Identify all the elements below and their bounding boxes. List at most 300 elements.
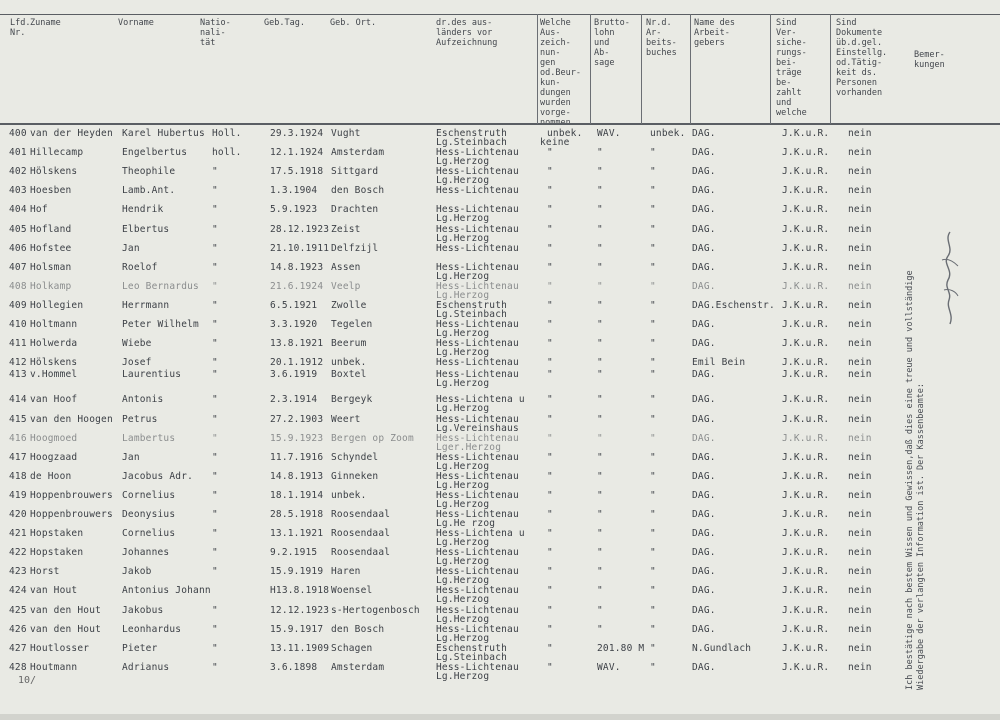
work-book-no: " (650, 566, 656, 578)
row-number: 422 (9, 547, 27, 559)
employer: DAG. (692, 451, 716, 463)
gross-wage: " (597, 394, 603, 406)
first-name: Antonius Johann (122, 585, 211, 597)
registrations: " (547, 489, 553, 501)
work-book-no: " (650, 547, 656, 559)
camp-name: Lg.Herzog (436, 403, 490, 415)
camp-name: Lger.Herzog (436, 441, 502, 453)
first-name: Wiebe (122, 338, 152, 350)
employer: DAG. (692, 280, 716, 292)
first-name: Lambertus (122, 432, 176, 444)
employer: DAG. (692, 147, 716, 159)
first-name: Antonis (122, 394, 164, 406)
birth-date: 1.3.1904 (270, 185, 318, 197)
registrations: " (547, 338, 553, 350)
birth-place: Veelp (331, 280, 361, 292)
surname: Holtmann (30, 319, 78, 330)
registrations: " (547, 566, 553, 578)
insurance: J.K.u.R. (782, 642, 830, 654)
camp-location: Hess-Lichtena u (436, 394, 525, 406)
birth-place: Bergen op Zoom (331, 432, 414, 444)
row-number: 401 (9, 147, 27, 159)
first-name: Jakobus (122, 604, 164, 616)
camp-name: Lg.Herzog (436, 613, 490, 625)
employer: DAG. (692, 413, 716, 425)
header-dokumente: Sind Dokumente üb.d.gel. Einstellg. od.Tätig- keit ds. Personen vorhanden (836, 18, 888, 98)
birth-place: den Bosch (331, 185, 385, 197)
employer: DAG. (692, 242, 716, 254)
birth-date: 5.9.1923 (270, 204, 318, 216)
documents: nein (848, 642, 872, 654)
registrations: " (547, 451, 553, 463)
gross-wage: WAV. (597, 128, 621, 139)
camp-name: Lg.Herzog (436, 378, 490, 390)
surname: van Hout (30, 585, 78, 597)
camp-location: Hess-Lichtenau (436, 261, 519, 273)
work-book-no: " (650, 623, 656, 635)
employer: DAG. (692, 319, 716, 330)
registrations: " (547, 623, 553, 635)
insurance: J.K.u.R. (782, 299, 830, 311)
birth-place: Schyndel (331, 451, 379, 463)
first-name: Jan (122, 242, 140, 254)
birth-place: Sittgard (331, 166, 379, 178)
camp-location: Hess-Lichtenau (436, 319, 519, 330)
birth-place: Haren (331, 566, 361, 578)
birth-date: 3.6.1919 (270, 369, 318, 381)
row-number: 402 (9, 166, 27, 178)
employer: Emil Bein (692, 357, 746, 369)
row-number: 425 (9, 604, 27, 616)
birth-place: Roosendaal (331, 547, 391, 559)
header-vorname: Vorname (118, 18, 154, 28)
birth-date: 3.6.1898 (270, 661, 318, 673)
work-book-no: " (650, 280, 656, 292)
work-book-no: " (650, 470, 656, 482)
employer: DAG.Eschenstr. (692, 299, 775, 311)
insurance: J.K.u.R. (782, 489, 830, 501)
camp-name: Lg.Herzog (436, 270, 490, 282)
camp-location: Eschenstruth (436, 642, 508, 654)
gross-wage: " (597, 223, 603, 235)
documents: nein (848, 528, 872, 540)
header-auszeichnungen: Welche Aus- zeich- nun- gen od.Beur- kun- dungen wurden vorge- (540, 18, 581, 118)
camp-name: Lg.Herzog (436, 537, 490, 549)
camp-location: Hess-Lichtenau (436, 451, 519, 463)
gross-wage: " (597, 509, 603, 520)
first-name: Jacobus Adr. (122, 470, 194, 482)
nationality: " (212, 338, 218, 350)
registrations: " (547, 604, 553, 616)
camp-name: Lg.Herzog (436, 479, 490, 491)
birth-place: Amsterdam (331, 661, 385, 673)
camp-location: Hess-Lichtena u (436, 528, 525, 540)
surname: Holwerda (30, 338, 78, 350)
camp-name: Lg.Herzog (436, 460, 490, 472)
work-book-no: " (650, 357, 656, 369)
birth-date: 20.1.1912 (270, 357, 324, 369)
birth-place: Assen (331, 261, 361, 273)
header-nationalitaet: Natio- nali- tät (200, 18, 231, 48)
documents: nein (848, 394, 872, 406)
work-book-no: " (650, 147, 656, 159)
first-name: Leo Bernardus (122, 280, 199, 292)
work-book-no: " (650, 338, 656, 350)
documents: nein (848, 566, 872, 578)
insurance: J.K.u.R. (782, 528, 830, 540)
work-book-no: " (650, 369, 656, 381)
documents: nein (848, 509, 872, 520)
nationality: " (212, 470, 218, 482)
insurance: J.K.u.R. (782, 509, 830, 520)
work-book-no: " (650, 204, 656, 216)
employer: DAG. (692, 166, 716, 178)
surname: Hopstaken (30, 547, 84, 559)
birth-place: Boxtel (331, 369, 367, 381)
row-number: 411 (9, 338, 27, 350)
employer: DAG. (692, 661, 716, 673)
surname: Hoogmoed (30, 432, 78, 444)
birth-date: 9.2.1915 (270, 547, 318, 559)
surname: van den Hout (30, 604, 102, 616)
work-book-no: " (650, 223, 656, 235)
camp-location: Hess-Lichtenau (436, 585, 519, 597)
gross-wage: " (597, 185, 603, 197)
registrations: " (547, 642, 553, 654)
birth-place: Beerum (331, 338, 367, 350)
gross-wage: " (597, 242, 603, 254)
row-number: 410 (9, 319, 27, 330)
nationality: " (212, 369, 218, 381)
birth-place: Amsterdam (331, 147, 385, 159)
surname: Holkamp (30, 280, 72, 292)
row-number: 400 (9, 128, 27, 139)
registrations: " (547, 547, 553, 559)
birth-date: 29.3.1924 (270, 128, 324, 139)
camp-name: Lg.Steinbach (436, 651, 508, 663)
documents: nein (848, 338, 872, 350)
work-book-no: " (650, 432, 656, 444)
registrations: " (547, 319, 553, 330)
work-book-no: " (650, 642, 656, 654)
camp-name: Lg.Herzog (436, 289, 490, 301)
camp-name: Lg.He rzog (436, 518, 496, 529)
nationality: " (212, 547, 218, 559)
first-name: Karel Hubertus (122, 128, 205, 139)
documents: nein (848, 128, 872, 139)
insurance: J.K.u.R. (782, 661, 830, 673)
row-number: 409 (9, 299, 27, 311)
employer: DAG. (692, 566, 716, 578)
birth-date: 21.10.1911 (270, 242, 330, 254)
registrations: " (547, 280, 553, 292)
nationality: " (212, 528, 218, 540)
surname: Hölskens (30, 166, 78, 178)
row-number: 428 (9, 661, 27, 673)
row-number: 419 (9, 489, 27, 501)
documents: nein (848, 223, 872, 235)
camp-name: Lg.Herzog (436, 213, 490, 225)
registrations: " (547, 147, 553, 159)
birth-date: 15.9.1917 (270, 623, 324, 635)
surname: Hoogzaad (30, 451, 78, 463)
employer: DAG. (692, 261, 716, 273)
row-number: 405 (9, 223, 27, 235)
first-name: Peter Wilhelm (122, 319, 199, 330)
birth-place: Woensel (331, 585, 373, 597)
documents: nein (848, 299, 872, 311)
surname: Hoppenbrouwers (30, 489, 113, 501)
insurance: J.K.u.R. (782, 242, 830, 254)
gross-wage: " (597, 299, 603, 311)
nationality: " (212, 432, 218, 444)
registrations: " (547, 242, 553, 254)
registrations: " (547, 369, 553, 381)
gross-wage: " (597, 470, 603, 482)
registrations: " (547, 528, 553, 540)
registrations: " (547, 585, 553, 597)
column-divider (770, 14, 771, 124)
first-name: Lamb.Ant. (122, 185, 176, 197)
header-versicherung: Sind Ver- siche- rungs- bei- träge be- zahlt und welche (776, 18, 807, 118)
nationality: " (212, 451, 218, 463)
work-book-no: " (650, 661, 656, 673)
camp-location: Hess-Lichtenau (436, 661, 519, 673)
documents: nein (848, 470, 872, 482)
row-number: 415 (9, 413, 27, 425)
camp-name: Lg.Herzog (436, 556, 490, 568)
nationality: " (212, 394, 218, 406)
first-name: Hendrik (122, 204, 164, 216)
gross-wage: " (597, 566, 603, 578)
nationality: " (212, 242, 218, 254)
row-number: 416 (9, 432, 27, 444)
header-rule (0, 123, 1000, 125)
surname: van den Hoogen (30, 413, 113, 425)
column-divider (641, 14, 642, 124)
row-number: 404 (9, 204, 27, 216)
gross-wage: " (597, 604, 603, 616)
insurance: J.K.u.R. (782, 547, 830, 559)
first-name: Pieter (122, 642, 158, 654)
documents: nein (848, 242, 872, 254)
insurance: J.K.u.R. (782, 280, 830, 292)
nationality: " (212, 509, 218, 520)
birth-date: 15.9.1923 (270, 432, 324, 444)
documents: nein (848, 585, 872, 597)
insurance: J.K.u.R. (782, 470, 830, 482)
registrations: " (547, 394, 553, 406)
camp-location: Hess-Lichtenau (436, 623, 519, 635)
nationality: " (212, 166, 218, 178)
gross-wage: " (597, 166, 603, 178)
header-bemerkungen: Bemer- kungen (914, 50, 945, 70)
documents: nein (848, 319, 872, 330)
surname: de Hoon (30, 470, 72, 482)
header-zuname: Zuname (30, 18, 61, 28)
work-book-no: " (650, 299, 656, 311)
nationality: " (212, 319, 218, 330)
insurance: J.K.u.R. (782, 338, 830, 350)
registrations: " (547, 166, 553, 178)
nationality: " (212, 566, 218, 578)
row-number: 417 (9, 451, 27, 463)
work-book-no: " (650, 509, 656, 520)
insurance: J.K.u.R. (782, 185, 830, 197)
row-number: 413 (9, 369, 27, 381)
surname: v.Hommel (30, 369, 78, 381)
gross-wage: " (597, 369, 603, 381)
row-number: 406 (9, 242, 27, 254)
insurance: J.K.u.R. (782, 261, 830, 273)
top-rule (0, 14, 1000, 15)
header-aufzeichnung: dr.des aus- länders vor Aufzeichnung (436, 18, 498, 48)
first-name: Theophile (122, 166, 176, 178)
gross-wage: " (597, 261, 603, 273)
registrations: " (547, 470, 553, 482)
camp-location: Hess-Lichtenau (436, 185, 519, 197)
column-divider (690, 14, 691, 124)
employer: DAG. (692, 223, 716, 235)
nationality: " (212, 642, 218, 654)
row-number: 421 (9, 528, 27, 540)
column-divider (537, 14, 538, 124)
row-number: 420 (9, 509, 27, 520)
birth-date: 6.5.1921 (270, 299, 318, 311)
camp-location: Hess-Lichtenau (436, 509, 519, 520)
documents: nein (848, 604, 872, 616)
birth-place: Schagen (331, 642, 373, 654)
surname: Hoesben (30, 185, 72, 197)
camp-location: Hess-Lichtenau (436, 432, 519, 444)
header-lfd: Lfd. Nr. (10, 18, 31, 38)
surname: van Hoof (30, 394, 78, 406)
first-name: Roelof (122, 261, 158, 273)
camp-name: Lg.Herzog (436, 232, 490, 244)
employer: DAG. (692, 470, 716, 482)
birth-date: 18.1.1914 (270, 489, 324, 501)
column-divider (590, 14, 591, 124)
birth-place: Zwolle (331, 299, 367, 311)
camp-name: Lg.Vereinshaus (436, 422, 519, 434)
documents: nein (848, 489, 872, 501)
employer: DAG. (692, 604, 716, 616)
insurance: J.K.u.R. (782, 204, 830, 216)
insurance: J.K.u.R. (782, 166, 830, 178)
insurance: J.K.u.R. (782, 223, 830, 235)
first-name: Herrmann (122, 299, 170, 311)
birth-date: 14.8.1913 (270, 470, 324, 482)
birth-date: 12.1.1924 (270, 147, 324, 159)
row-number: 427 (9, 642, 27, 654)
employer: DAG. (692, 369, 716, 381)
surname: van der Heyden (30, 128, 113, 139)
camp-location: Hess-Lichtenau (436, 357, 519, 369)
camp-location: Hess-Lichtenau (436, 604, 519, 616)
surname: Houtlosser (30, 642, 90, 654)
birth-date: 3.3.1920 (270, 319, 318, 330)
gross-wage: " (597, 280, 603, 292)
employer: DAG. (692, 338, 716, 350)
camp-name: Lg.Herzog (436, 175, 490, 187)
first-name: Petrus (122, 413, 158, 425)
work-book-no: " (650, 394, 656, 406)
camp-location: Hess-Lichtenau (436, 242, 519, 254)
first-name: Deonysius (122, 509, 176, 520)
camp-location: Hess-Lichtenau (436, 166, 519, 178)
first-name: Jan (122, 451, 140, 463)
camp-name: Lg.Herzog (436, 575, 490, 587)
camp-location: Hess-Lichtenau (436, 489, 519, 501)
insurance: J.K.u.R. (782, 432, 830, 444)
documents: nein (848, 185, 872, 197)
first-name: Leonhardus (122, 623, 182, 635)
column-divider (830, 14, 831, 124)
gross-wage: " (597, 338, 603, 350)
registrations: " (547, 223, 553, 235)
birth-date: 28.12.1923 (270, 223, 330, 235)
insurance: J.K.u.R. (782, 357, 830, 369)
birth-date: 13.8.1921 (270, 338, 324, 350)
work-book-no: " (650, 166, 656, 178)
camp-location: Hess-Lichtenau (436, 470, 519, 482)
row-number: 414 (9, 394, 27, 406)
gross-wage: " (597, 432, 603, 444)
work-book-no: " (650, 451, 656, 463)
birth-place: Roosendaal (331, 528, 391, 540)
gross-wage: " (597, 528, 603, 540)
surname: Holsman (30, 261, 72, 273)
birth-date: H13.8.1918 (270, 585, 330, 597)
employer: DAG. (692, 128, 716, 139)
nationality: holl. (212, 147, 242, 159)
header-arbeitsbuecher: Nr.d. Ar- beits- buches (646, 18, 677, 58)
camp-location: Hess-Lichtenau (436, 147, 519, 159)
first-name: Cornelius (122, 489, 176, 501)
birth-date: 2.3.1914 (270, 394, 318, 406)
nationality: " (212, 661, 218, 673)
nationality: " (212, 357, 218, 369)
employer: DAG. (692, 528, 716, 540)
employer: DAG. (692, 394, 716, 406)
camp-location: Hess-Lichtenau (436, 338, 519, 350)
camp-location: Hess-Lichtenau (436, 566, 519, 578)
birth-date: 13.1.1921 (270, 528, 324, 540)
row-number: 426 (9, 623, 27, 635)
work-book-no: " (650, 261, 656, 273)
work-book-no: " (650, 319, 656, 330)
first-name: Adrianus (122, 661, 170, 673)
camp-name: Lg.Herzog (436, 594, 490, 606)
insurance: J.K.u.R. (782, 623, 830, 635)
documents: nein (848, 357, 872, 369)
insurance: J.K.u.R. (782, 369, 830, 381)
nationality: " (212, 623, 218, 635)
work-book-no: " (650, 242, 656, 254)
documents: nein (848, 147, 872, 159)
employer: DAG. (692, 547, 716, 559)
registrations: " (547, 413, 553, 425)
registrations: " (547, 509, 553, 520)
work-book-no: unbek. (650, 128, 686, 139)
documents: nein (848, 661, 872, 673)
documents: nein (848, 280, 872, 292)
work-book-no: " (650, 528, 656, 540)
camp-location: Hess-Lichtenau (436, 547, 519, 559)
first-name: Elbertus (122, 223, 170, 235)
insurance: J.K.u.R. (782, 604, 830, 616)
header-arbeitgeber: Name des Arbeit- gebers (694, 18, 735, 48)
